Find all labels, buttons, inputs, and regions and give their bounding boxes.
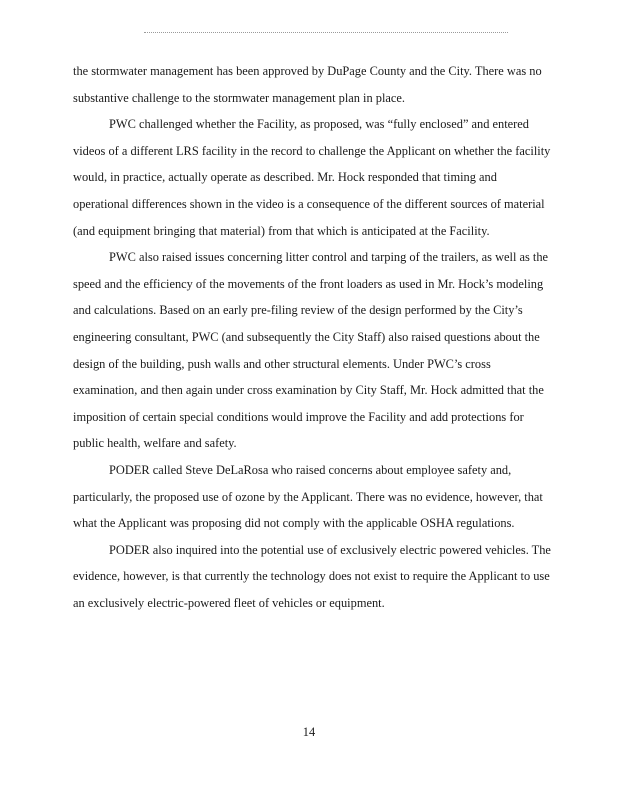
text-line: evidence, however, is that currently the technology does not exist to require the Applicant to use (73, 569, 550, 584)
document-body (73, 58, 551, 616)
paragraph-poder-safety (73, 457, 545, 537)
text-line: and calculations. Based on an early pre-filing review of the design performed by the City’s (73, 303, 523, 318)
text-line: what the Applicant was proposing did not comply with the applicable OSHA regulations. (73, 516, 515, 531)
text-line: imposition of certain special conditions would improve the Facility and add protections for (73, 409, 524, 424)
text-line: PWC also raised issues concerning litter control and tarping of the trailers, as well as the (109, 250, 549, 265)
text-line: design of the building, push walls and other structural elements. Under PWC’s cross (73, 356, 491, 371)
header-rule (144, 32, 508, 33)
text-line: public health, welfare and safety. (73, 436, 237, 451)
text-line: PWC challenged whether the Facility, as proposed, was “fully enclosed” and entered (109, 117, 529, 132)
text-line: substantive challenge to the stormwater management plan in place. (73, 90, 406, 105)
text-line: PODER also inquired into the potential use of exclusively electric powered vehicles. The (109, 542, 551, 557)
text-line: would, in practice, actually operate as described. Mr. Hock responded that timing and (73, 170, 497, 185)
text-line: examination, and then again under cross examination by City Staff, Mr. Hock admitted that the (73, 383, 544, 398)
text-line: PODER called Steve DeLaRosa who raised concerns about employee safety and, (109, 462, 512, 477)
text-line: particularly, the proposed use of ozone by the Applicant. There was no evidence, however, that (73, 489, 543, 504)
text-line: speed and the efficiency of the movements of the front loaders as used in Mr. Hock’s modeling (73, 276, 544, 291)
text-line: videos of a different LRS facility in the record to challenge the Applicant on whether the facility (73, 143, 551, 158)
text-line: the stormwater management has been approved by DuPage County and the City. There was no (73, 64, 542, 78)
text-line: engineering consultant, PWC (and subsequently the City Staff) also raised questions about the (73, 329, 540, 344)
paragraph-pwc-enclosure (73, 111, 551, 244)
text-line: operational differences shown in the video is a consequence of the different sources of material (73, 196, 545, 211)
text-line: an exclusively electric-powered fleet of vehicles or equipment. (73, 595, 385, 610)
paragraph-poder-electric (73, 537, 551, 617)
text-line: (and equipment bringing that material) from that which is anticipated at the Facility. (73, 223, 490, 238)
paragraph-pwc-litter (73, 244, 549, 457)
paragraph-stormwater (73, 58, 545, 111)
page-number: 14 (302, 725, 316, 739)
